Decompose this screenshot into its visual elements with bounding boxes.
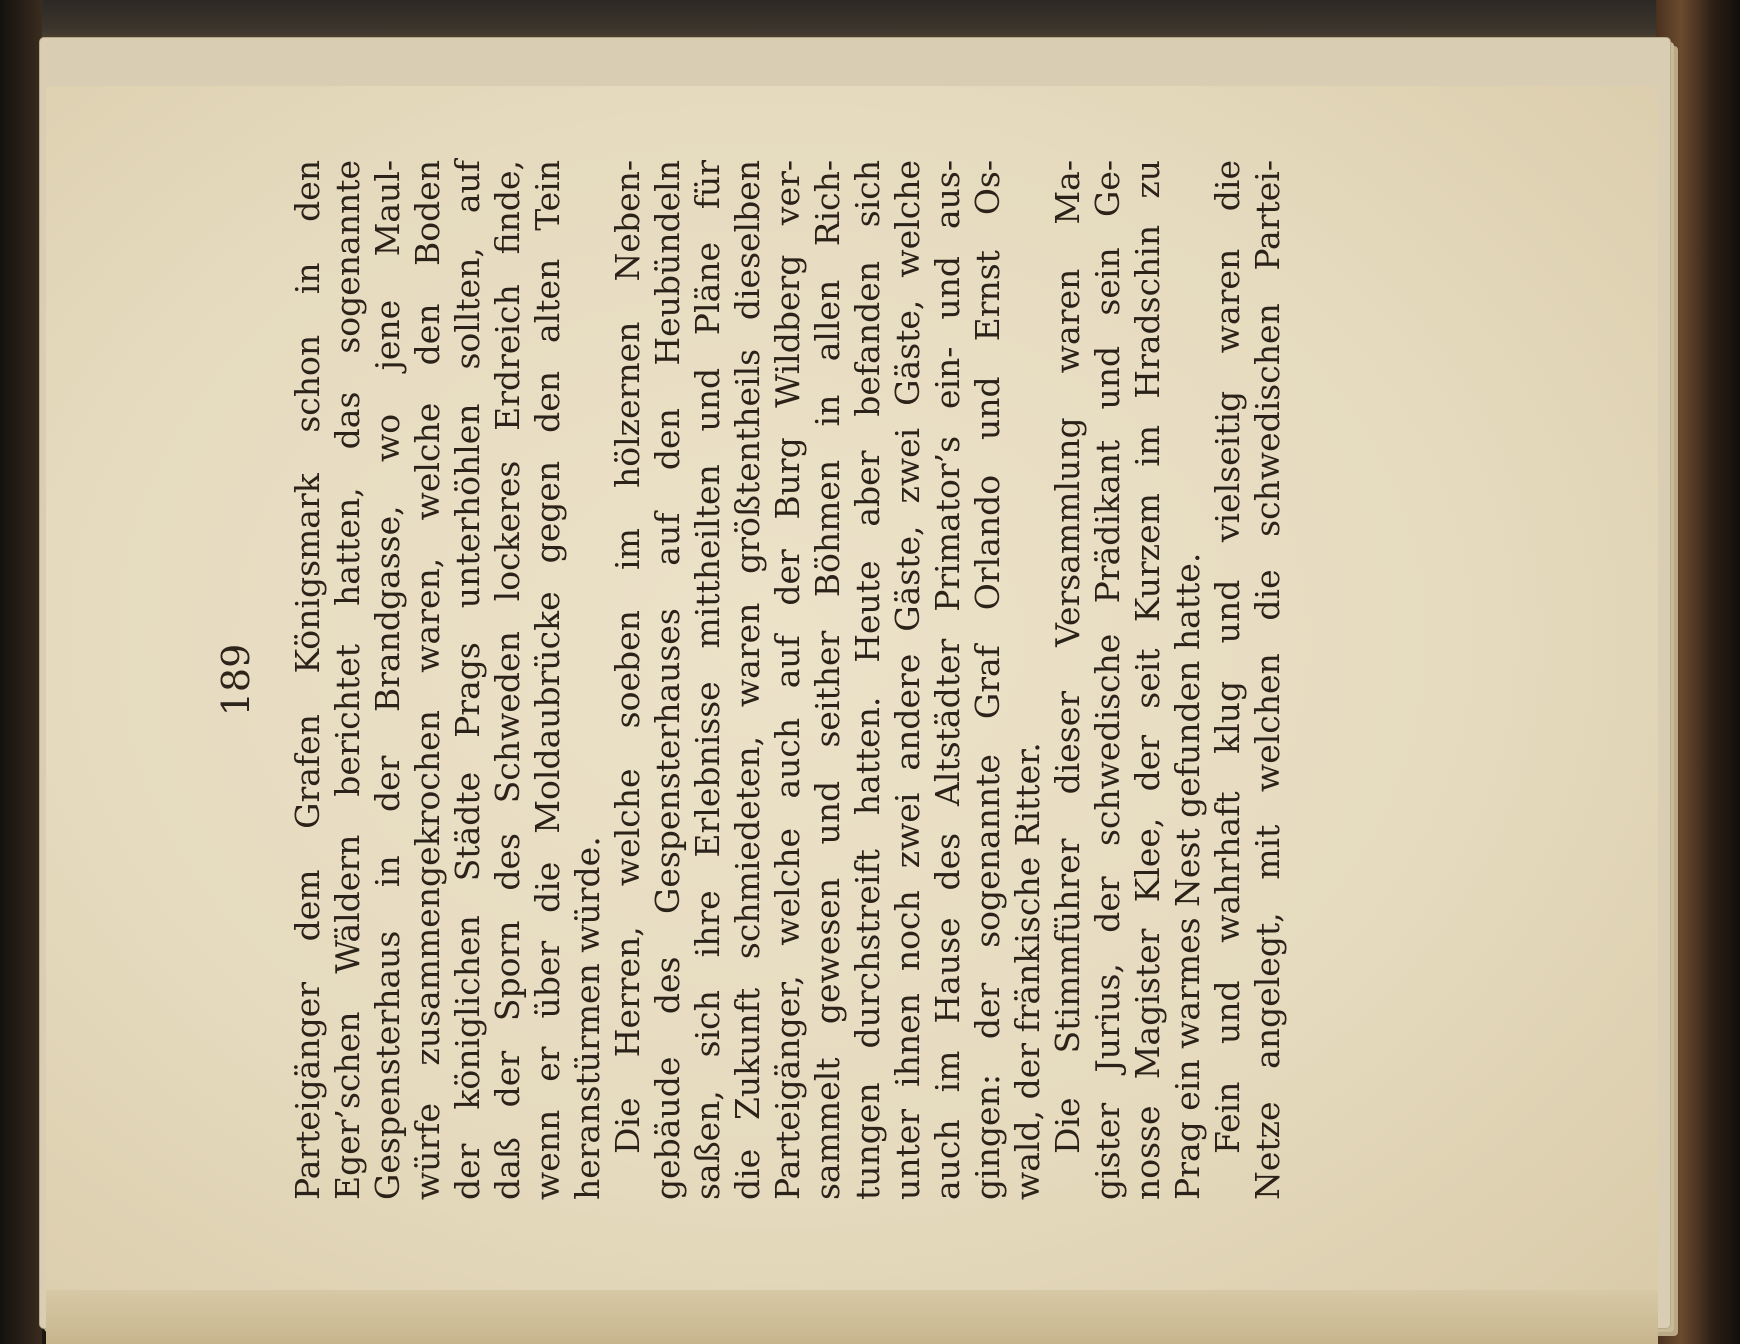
text-line: saßen, sich ihre Erlebnisse mittheilten und Pläne für — [688, 160, 727, 1200]
text-line: der königlichen Städte Prags unterhöhlen sollten, auf — [448, 160, 487, 1200]
text-line: heranstürmen würde. — [568, 836, 607, 1200]
text-line: auch im Hause des Altstädter Primator’s ein- und aus- — [928, 160, 967, 1200]
text-line: Prag ein warmes Nest gefunden hatte. — [1168, 552, 1207, 1200]
text-line: gebäude des Gespensterhauses auf den Heubündeln — [648, 160, 687, 1200]
text-line: Eger’schen Wäldern berichtet hatten, das sogenannte — [328, 160, 367, 1200]
text-line: tungen durchstreift hatten. Heute aber befanden sich — [848, 160, 887, 1200]
book-cover-left — [0, 0, 42, 1344]
text-line: Die Herren, welche soeben im hölzernen Neben- — [608, 160, 647, 1154]
body-text — [288, 160, 1288, 1200]
text-line: gingen: der sogenannte Graf Orlando und Ernst Os- — [968, 160, 1007, 1200]
rotated-page-content — [168, 160, 1458, 1200]
text-line: würfe zusammengekrochen waren, welche den Boden — [408, 160, 447, 1200]
text-line: Gespensterhaus in der Brandgasse, wo jene Maul- — [368, 160, 407, 1200]
facing-page-edge — [46, 1290, 1658, 1344]
text-line: Parteigänger, welche auch auf der Burg Wildberg ver- — [768, 160, 807, 1200]
text-line: Netze angelegt, mit welchen die schwedischen Partei- — [1248, 160, 1287, 1200]
text-line: nosse Magister Klee, der seit Kurzem im Hradschin zu — [1128, 160, 1167, 1200]
text-line: Fein und wahrhaft klug und vielseitig waren die — [1208, 160, 1247, 1154]
text-line: die Zukunft schmiedeten, waren größtentheils dieselben — [728, 160, 767, 1200]
text-line: daß der Sporn des Schweden lockeres Erdreich finde, — [488, 160, 527, 1200]
text-line: wenn er über die Moldaubrücke gegen den alten Tein — [528, 160, 567, 1200]
page-number: 189 — [214, 643, 258, 717]
text-line: Parteigänger dem Grafen Königsmark schon in den — [288, 160, 327, 1200]
text-line: sammelt gewesen und seither Böhmen in allen Rich- — [808, 160, 847, 1200]
text-line: unter ihnen noch zwei andere Gäste, zwei Gäste, welche — [888, 160, 927, 1200]
text-line: Die Stimmführer dieser Versammlung waren Ma- — [1048, 160, 1087, 1154]
text-line: wald, der fränkische Ritter. — [1008, 742, 1047, 1200]
text-line: gister Jurius, der schwedische Prädikant und sein Ge- — [1088, 160, 1127, 1200]
